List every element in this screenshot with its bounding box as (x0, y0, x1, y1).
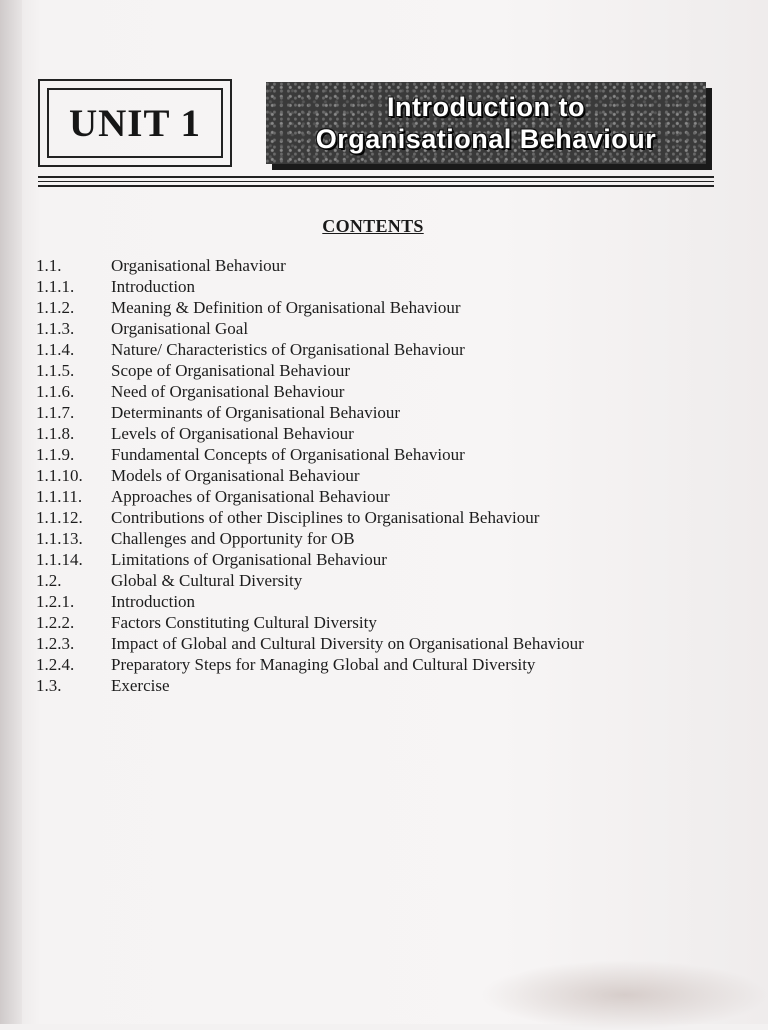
toc-entry-title: Levels of Organisational Behaviour (111, 424, 354, 443)
toc-entry (36, 655, 736, 676)
toc-entry (36, 256, 736, 277)
chapter-title-line-1: Introduction to (387, 92, 585, 122)
toc-entry-title: Preparatory Steps for Managing Global and Cultural Diversity (111, 655, 536, 674)
toc-entry-title: Need of Organisational Behaviour (111, 382, 345, 401)
toc-entry-number: 1.1.14. (36, 550, 83, 569)
toc-entry (36, 571, 736, 592)
unit-label-box (38, 79, 232, 167)
toc-entry-title: Factors Constituting Cultural Diversity (111, 613, 377, 632)
toc-entry-title: Global & Cultural Diversity (111, 571, 303, 590)
page-smudge (480, 960, 768, 1030)
toc-entry-number: 1.1.1. (36, 277, 75, 296)
toc-entry-number: 1.2.1. (36, 592, 75, 611)
toc-entry (36, 277, 736, 298)
toc-entry-number: 1.2.4. (36, 655, 75, 674)
toc-entry-number: 1.1.11. (36, 487, 83, 506)
toc-entry-title: Exercise (111, 676, 170, 695)
toc-entry-number: 1.1.5. (36, 361, 75, 380)
toc-entry-number: 1.3. (36, 676, 62, 695)
toc-entry-title: Impact of Global and Cultural Diversity on Organisational Behaviour (111, 634, 584, 653)
table-of-contents (36, 256, 736, 697)
toc-entry-title: Nature/ Characteristics of Organisational Behaviour (111, 340, 465, 359)
toc-entry (36, 508, 736, 529)
unit-label: UNIT 1 (68, 101, 202, 145)
toc-entry (36, 592, 736, 613)
toc-entry (36, 487, 736, 508)
chapter-title-line-2: Organisational Behaviour (315, 124, 657, 154)
toc-entry (36, 550, 736, 571)
contents-heading: CONTENTS (322, 216, 424, 236)
toc-entry (36, 298, 736, 319)
toc-entry-number: 1.2.3. (36, 634, 75, 653)
toc-entry-title: Fundamental Concepts of Organisational Behaviour (111, 445, 465, 464)
header-rule-top (38, 176, 714, 178)
toc-entry (36, 361, 736, 382)
toc-entry-number: 1.1.10. (36, 466, 83, 485)
toc-entry-title: Scope of Organisational Behaviour (111, 361, 351, 380)
chapter-title-banner (266, 82, 706, 164)
toc-entry-title: Introduction (111, 592, 196, 611)
toc-entry (36, 340, 736, 361)
toc-entry (36, 424, 736, 445)
toc-entry (36, 382, 736, 403)
toc-entry-number: 1.2. (36, 571, 62, 590)
toc-entry (36, 676, 736, 697)
toc-entry-number: 1.1.13. (36, 529, 83, 548)
toc-entry-title: Determinants of Organisational Behaviour (111, 403, 401, 422)
toc-entry-title: Limitations of Organisational Behaviour (111, 550, 387, 569)
header-rule-bottom (38, 185, 714, 187)
toc-entry-number: 1.1.4. (36, 340, 75, 359)
toc-entry (36, 529, 736, 550)
toc-entry-number: 1.1. (36, 256, 62, 275)
unit-label-inner-frame (47, 88, 223, 158)
toc-entry-title: Organisational Behaviour (111, 256, 286, 275)
page-binding-edge (0, 0, 22, 1024)
toc-entry-title: Introduction (111, 277, 196, 296)
toc-entry-number: 1.1.2. (36, 298, 75, 317)
toc-entry-title: Challenges and Opportunity for OB (111, 529, 355, 548)
toc-entry-title: Contributions of other Disciplines to Organisational Behaviour (111, 508, 540, 527)
toc-entry (36, 445, 736, 466)
toc-entry-number: 1.1.8. (36, 424, 75, 443)
toc-entry (36, 319, 736, 340)
toc-entry-number: 1.2.2. (36, 613, 75, 632)
toc-entry-number: 1.1.3. (36, 319, 75, 338)
toc-entry-title: Meaning & Definition of Organisational Behaviour (111, 298, 461, 317)
toc-entry (36, 613, 736, 634)
toc-entry-number: 1.1.12. (36, 508, 83, 527)
toc-entry-title: Organisational Goal (111, 319, 249, 338)
toc-entry-title: Models of Organisational Behaviour (111, 466, 360, 485)
toc-entry (36, 466, 736, 487)
toc-entry-number: 1.1.7. (36, 403, 75, 422)
toc-entry-number: 1.1.6. (36, 382, 75, 401)
toc-entry-number: 1.1.9. (36, 445, 75, 464)
toc-entry-title: Approaches of Organisational Behaviour (111, 487, 390, 506)
toc-entry (36, 634, 736, 655)
toc-entry (36, 403, 736, 424)
header-rule-middle (38, 181, 714, 182)
